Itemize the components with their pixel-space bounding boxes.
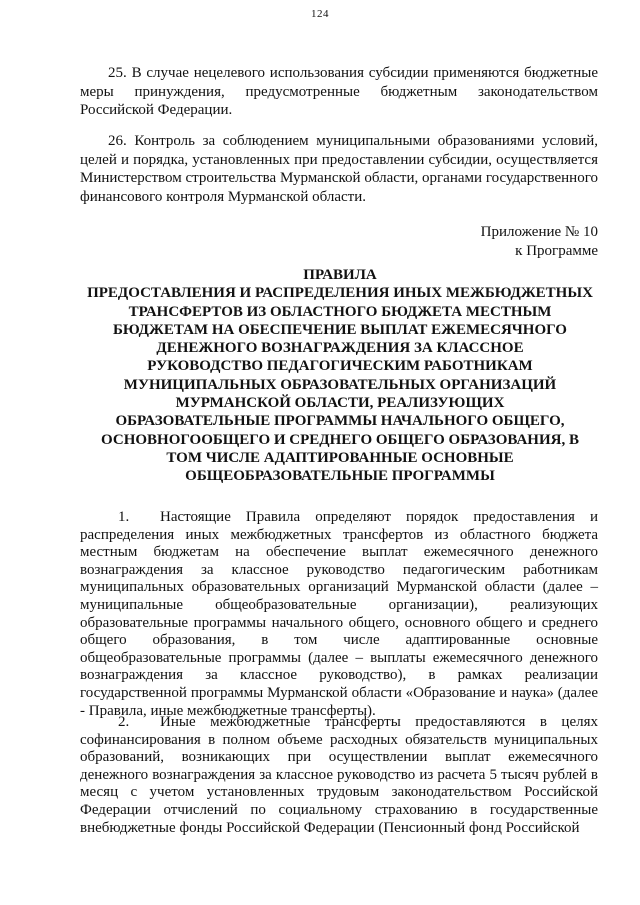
clause-2 — [80, 714, 598, 837]
title-line: ПРЕДОСТАВЛЕНИЯ И РАСПРЕДЕЛЕНИЯ ИНЫХ МЕЖБЮДЖЕТНЫХ — [87, 285, 593, 302]
title-heading: ПРАВИЛА — [303, 267, 377, 283]
clause-text: Настоящие Правила определяют порядок предоставления и распределения иных межбюджетных трансфертов из областного бюджета местным бюджетам на обеспечение выплат ежемесячного денежного вознаграждения за классное руководство педагогическим работникам муниципальных образовательных организаций Мурманской области (далее – муниципальные общеобразовательные организации), реализующих образовательные программы начального общего, основного общего и среднего общего образования, в том числе адаптированные основные общеобразовательные программы (далее – выплаты ежемесячного денежного вознаграждения за классное руководство), в рамках реализации государственной программы Мурманской области «Образование и наука» (далее - Правила, иные межбюджетные трансферты). — [80, 509, 598, 719]
appendix-label — [481, 223, 598, 260]
paragraph-25: 25. В случае нецелевого использования субсидии применяются бюджетные меры принуждения, предусмотренные бюджетным законодательством Российской Федерации. — [80, 65, 598, 119]
title-line: РУКОВОДСТВО ПЕДАГОГИЧЕСКИМ РАБОТНИКАМ — [147, 358, 533, 375]
paragraph-26: 26. Контроль за соблюдением муниципальными образованиями условий, целей и порядка, установленных при предоставлении субсидии, осуществляется Министерством строительства Мурманской области, органами государственного финансового контроля Мурманской области. — [80, 133, 598, 205]
page-number: 124 — [311, 8, 329, 20]
title-line: ОБРАЗОВАТЕЛЬНЫЕ ПРОГРАММЫ НАЧАЛЬНОГО ОБЩЕГО, — [115, 413, 565, 430]
title-line: БЮДЖЕТАМ НА ОБЕСПЕЧЕНИЕ ВЫПЛАТ ЕЖЕМЕСЯЧНОГО — [113, 321, 567, 338]
document-title — [82, 266, 598, 486]
clause-1 — [80, 509, 598, 720]
clause-text: Иные межбюджетные трансферты предоставляются в целях софинансирования в полном объеме расходных обязательств муниципальных образований, возникающих при осуществлении выплат ежемесячного денежного вознаграждения за классное руководство из расчета 5 тысяч рублей в месяц с учетом установленных трудовым законодательством Российской Федерации отчислений по социальному страхованию в государственные внебюджетные фонды Российской Федерации (Пенсионный фонд Российской — [80, 714, 598, 836]
title-line: ОБЩЕОБРАЗОВАТЕЛЬНЫЕ ПРОГРАММЫ — [185, 468, 495, 485]
clause-number: 1. — [118, 509, 130, 525]
appendix-line-1: Приложение № 10 — [480, 224, 598, 240]
clause-number: 2. — [118, 714, 130, 730]
title-line: ТОМ ЧИСЛЕ АДАПТИРОВАННЫЕ ОСНОВНЫЕ — [166, 449, 514, 466]
title-line: ОСНОВНОГООБЩЕГО И СРЕДНЕГО ОБЩЕГО ОБРАЗОВАНИЯ, В — [101, 431, 579, 448]
title-line: ДЕНЕЖНОГО ВОЗНАГРАЖДЕНИЯ ЗА КЛАССНОЕ — [156, 340, 524, 357]
appendix-line-2: к Программе — [515, 242, 598, 259]
title-line: ТРАНСФЕРТОВ ИЗ ОБЛАСТНОГО БЮДЖЕТА МЕСТНЫМ — [128, 303, 552, 320]
title-line: МУРМАНСКОЙ ОБЛАСТИ, РЕАЛИЗУЮЩИХ — [175, 395, 505, 412]
title-line: МУНИЦИПАЛЬНЫХ ОБРАЗОВАТЕЛЬНЫХ ОРГАНИЗАЦИЙ — [123, 376, 557, 393]
